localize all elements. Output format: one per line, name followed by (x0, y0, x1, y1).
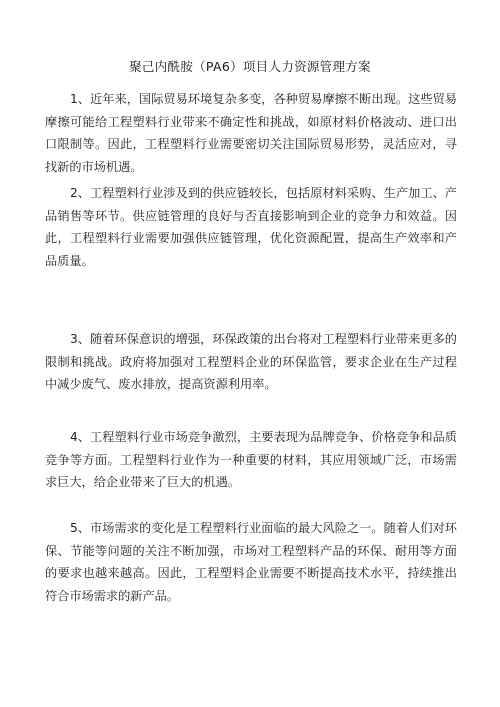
document-title: 聚己内酰胺（PA6）项目人力资源管理方案 (129, 59, 371, 74)
paragraph-5: 5、市场需求的变化是工程塑料行业面临的最大风险之一。随着人们对环保、节能等问题的关注不断加强，市场对工程塑料产品的环保、耐用等方面的要求也越来越高。因此，工程塑料企业需要不断提高技术水平，持续推出符合市场需求的新产品。 (45, 521, 457, 603)
paragraph-3: 3、随着环保意识的增强，环保政策的出台将对工程塑料行业带来更多的限制和挑战。政府将加强对工程塑料企业的环保监管，要求企业在生产过程中减少废气、废水排放，提高资源利用率。 (45, 332, 457, 391)
paragraph-1: 1、近年来，国际贸易环境复杂多变，各种贸易摩擦不断出现。这些贸易摩擦可能给工程塑料行业带来不确定性和挑战，如原材料价格波动、进口出口限制等。因此，工程塑料行业需要密切关注国际贸易形势，灵活应对，寻找新的市场机遇。 (45, 92, 457, 174)
paragraph-4: 4、工程塑料行业市场竞争激烈，主要表现为品牌竞争、价格竞争和品质竞争等方面。工程塑料行业作为一种重要的材料，其应用领域广泛，市场需求巨大，给企业带来了巨大的机遇。 (45, 430, 457, 489)
paragraph-2: 2、工程塑料行业涉及到的供应链较长，包括原材料采购、生产加工、产品销售等环节。供应链管理的良好与否直接影响到企业的竞争力和效益。因此，工程塑料行业需要加强供应链管理，优化资源配置，提高生产效率和产品质量。 (45, 186, 457, 268)
